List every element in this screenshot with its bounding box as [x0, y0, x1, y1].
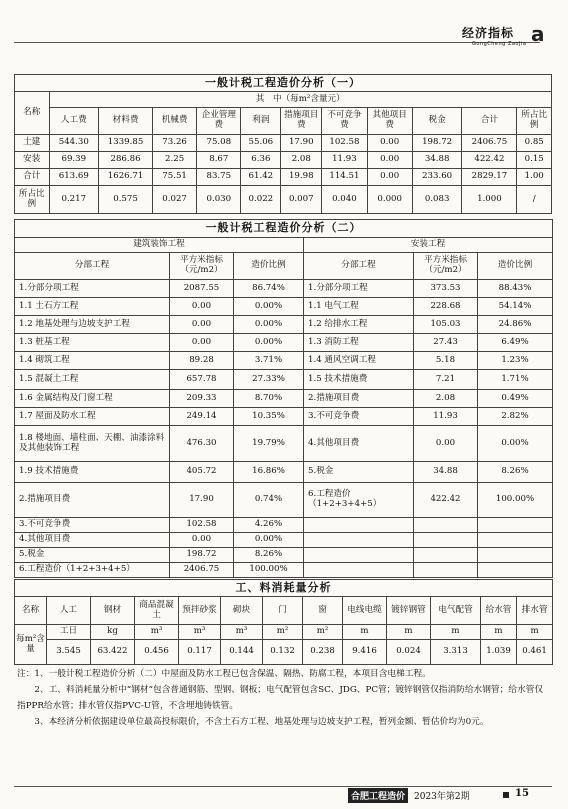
unit-cell: m² — [263, 625, 303, 640]
value-cell: 9.416 — [343, 640, 387, 665]
unit-cell: m — [387, 625, 431, 640]
cell: 11.93 — [414, 408, 478, 426]
cell: 405.72 — [170, 462, 234, 483]
footer-rule — [14, 786, 552, 787]
cell: 613.69 — [49, 169, 99, 186]
cell: 5.18 — [414, 352, 478, 370]
table3-col-header: 钢材 — [91, 597, 135, 625]
cell: 0.575 — [99, 186, 153, 214]
cell: 1.9 技术措施费 — [15, 462, 170, 483]
table1-col-header: 措施项目费 — [281, 108, 322, 135]
cell: 34.88 — [412, 152, 462, 169]
table3-col-header: 砌块 — [221, 597, 263, 625]
cell — [414, 563, 478, 578]
table-row — [15, 563, 553, 578]
note-3: 3、本经济分析依据建设单位最高投标限价，不含土石方工程、地基处理与边坡支护工程，暂列金额、暂估价均为0元。 — [34, 717, 489, 727]
cell: 83.75 — [197, 169, 241, 186]
cell — [304, 533, 414, 548]
cell: 0.007 — [281, 186, 322, 214]
value-cell: 0.132 — [263, 640, 303, 665]
cell: 34.88 — [414, 462, 478, 483]
cell: 249.14 — [170, 408, 234, 426]
table3-col-header: 给水管 — [481, 597, 517, 625]
table2-col-ratio: 造价比例 — [234, 253, 304, 280]
note-1: 注：1、一般计税工程造价分析（二）中屋面及防水工程已包含保温、隔热、防腐工程，本项目含电梯工程。 — [17, 669, 431, 679]
cell: 1.4 砌筑工程 — [15, 352, 170, 370]
cell: 1339.85 — [99, 135, 153, 152]
cell: 0.00% — [234, 298, 304, 316]
row-label: 所占比例 — [15, 186, 50, 214]
cell — [478, 548, 553, 563]
unit-cell: m³ — [179, 625, 221, 640]
cost-analysis-table-1 — [14, 74, 552, 214]
cell: 54.14% — [478, 298, 553, 316]
cell: 8.26% — [478, 462, 553, 483]
cell: 198.72 — [170, 548, 234, 563]
table-row — [15, 280, 553, 298]
table2-title: 一般计税工程造价分析（二） — [15, 220, 553, 238]
cell: 100.00% — [478, 483, 553, 518]
value-cell: 0.456 — [135, 640, 179, 665]
cell: 88.43% — [478, 280, 553, 298]
cell: 0.00 — [414, 426, 478, 462]
cell: 2.措施项目费 — [304, 390, 414, 408]
cell: 1.6 金属结构及门窗工程 — [15, 390, 170, 408]
cell: 1.00 — [517, 169, 552, 186]
cell: 1.1 土石方工程 — [15, 298, 170, 316]
value-cell: 0.117 — [179, 640, 221, 665]
cell: 0.00 — [170, 533, 234, 548]
table2-right-group: 安装工程 — [304, 238, 553, 253]
page-number: 15 — [515, 788, 529, 799]
cell: 24.86% — [478, 316, 553, 334]
unit-cell: 工日 — [47, 625, 91, 640]
cell: 114.51 — [322, 169, 367, 186]
table3-col-header: 电线电缆 — [343, 597, 387, 625]
cell: 89.28 — [170, 352, 234, 370]
note-2: 2、工、料消耗量分析中“钢材”包含普通钢筋、型钢、钢板；电气配管包含SC、JDG、PC管；镀锌钢管仅指消防给水钢管；给水管仅指PPR给水管；排水管仅指PVC-U管，不含埋地铸铁管。 — [17, 685, 544, 711]
cell: 422.42 — [462, 152, 517, 169]
table1-col-header: 企业管理费 — [197, 108, 241, 135]
cell: 373.53 — [414, 280, 478, 298]
table-row — [15, 152, 552, 169]
cell: 3.71% — [234, 352, 304, 370]
cell: 6.工程造价（1+2+3+4+5） — [304, 483, 414, 518]
table1-col-header: 不可竞争费 — [322, 108, 367, 135]
unit-cell: m — [431, 625, 481, 640]
value-cell: 63.422 — [91, 640, 135, 665]
cost-analysis-table-2 — [14, 219, 553, 578]
cell: 0.00% — [234, 316, 304, 334]
journal-tag: 合肥工程造价 — [348, 788, 408, 803]
cell: 0.00 — [367, 152, 412, 169]
table-row — [15, 548, 553, 563]
cell — [414, 548, 478, 563]
cell: 86.74% — [234, 280, 304, 298]
cell: 8.26% — [234, 548, 304, 563]
unit-cell: m³ — [135, 625, 179, 640]
cell: 0.000 — [367, 186, 412, 214]
table3-name-header: 名称 — [15, 597, 47, 625]
cell: 2406.75 — [462, 135, 517, 152]
cell: 3.不可竞争费 — [304, 408, 414, 426]
cell: 0.00 — [170, 316, 234, 334]
table-row — [15, 462, 553, 483]
value-cell: 1.039 — [481, 640, 517, 665]
cell: 0.083 — [412, 186, 462, 214]
cell: 6.工程造价（1+2+3+4+5） — [15, 563, 170, 578]
cell: 2.措施项目费 — [15, 483, 170, 518]
cell: 1.5 混凝土工程 — [15, 370, 170, 390]
table1-col-header: 机械费 — [153, 108, 197, 135]
cell: 1.7 屋面及防水工程 — [15, 408, 170, 426]
cell: 2829.17 — [462, 169, 517, 186]
cell: 0.00% — [478, 426, 553, 462]
table-row — [15, 370, 553, 390]
cell: 8.67 — [197, 152, 241, 169]
table3-col-header: 窗 — [303, 597, 343, 625]
page-footer — [0, 786, 568, 806]
cell: 209.33 — [170, 390, 234, 408]
value-cell: 0.461 — [517, 640, 553, 665]
cell: 0.49% — [478, 390, 553, 408]
cell: 2.82% — [478, 408, 553, 426]
cell: 6.49% — [478, 334, 553, 352]
cell: 10.35% — [234, 408, 304, 426]
value-cell: 0.024 — [387, 640, 431, 665]
cell: 5.税金 — [304, 462, 414, 483]
cell: 27.43 — [414, 334, 478, 352]
cell: 8.70% — [234, 390, 304, 408]
cell: 0.00 — [170, 298, 234, 316]
table1-col-header: 税金 — [412, 108, 462, 135]
table1-col-header: 其他项目费 — [367, 108, 412, 135]
value-cell: 3.313 — [431, 640, 481, 665]
page-header — [0, 20, 568, 50]
table3-content-header: 每m²含量 — [15, 625, 47, 665]
cell: 2406.75 — [170, 563, 234, 578]
cell: / — [517, 186, 552, 214]
cell: 0.00 — [170, 334, 234, 352]
table1-col-header: 人工费 — [49, 108, 99, 135]
table2-col-index: 平方米指标（元/m2） — [170, 253, 234, 280]
table-row — [15, 518, 553, 533]
table-row — [15, 298, 553, 316]
cell: 0.217 — [49, 186, 99, 214]
cell: 198.72 — [412, 135, 462, 152]
cell: 27.33% — [234, 370, 304, 390]
cell: 102.58 — [170, 518, 234, 533]
cell: 17.90 — [170, 483, 234, 518]
cell: 2087.55 — [170, 280, 234, 298]
cell — [478, 563, 553, 578]
cell: 19.98 — [281, 169, 322, 186]
cell: 0.00% — [234, 334, 304, 352]
table2-col-part: 分部工程 — [304, 253, 414, 280]
header-rule — [14, 42, 540, 43]
table1-col-header: 材料费 — [99, 108, 153, 135]
cell: 1.分部分项工程 — [304, 280, 414, 298]
cell: 4.26% — [234, 518, 304, 533]
cell: 0.027 — [153, 186, 197, 214]
cell: 1.5 技术措施费 — [304, 370, 414, 390]
cell: 75.51 — [153, 169, 197, 186]
table-row — [15, 390, 553, 408]
cell: 19.79% — [234, 426, 304, 462]
cell — [414, 518, 478, 533]
cell: 0.00 — [367, 169, 412, 186]
table3-col-header: 电气配管 — [431, 597, 481, 625]
cell — [414, 533, 478, 548]
table-row — [15, 316, 553, 334]
cell: 657.78 — [170, 370, 234, 390]
cell: 228.68 — [414, 298, 478, 316]
table3-col-header: 门 — [263, 597, 303, 625]
table-row — [15, 334, 553, 352]
section-title: 经济指标 — [462, 26, 515, 40]
table1-title: 一般计税工程造价分析（一） — [15, 75, 552, 92]
notes-block — [17, 666, 549, 730]
cell: 1.8 楼地面、墙柱面、天棚、油漆涂料及其他装饰工程 — [15, 426, 170, 462]
cell: 1.3 消防工程 — [304, 334, 414, 352]
table2-col-part: 分部工程 — [15, 253, 170, 280]
cell: 2.08 — [281, 152, 322, 169]
table3-col-header: 排水管 — [517, 597, 553, 625]
cell: 1.000 — [462, 186, 517, 214]
section-pinyin: GongCheng ZaoJia — [472, 41, 527, 47]
table-row — [15, 352, 553, 370]
cell: 2.25 — [153, 152, 197, 169]
cell: 105.03 — [414, 316, 478, 334]
cell: 0.74% — [234, 483, 304, 518]
row-label: 合计 — [15, 169, 50, 186]
value-cell: 0.144 — [221, 640, 263, 665]
cell — [304, 563, 414, 578]
cell: 55.06 — [241, 135, 281, 152]
cell: 0.022 — [241, 186, 281, 214]
table3-col-header: 人工 — [47, 597, 91, 625]
cell: 233.60 — [412, 169, 462, 186]
row-label: 安装 — [15, 152, 50, 169]
cell: 422.42 — [414, 483, 478, 518]
table3-col-header: 镀锌钢管 — [387, 597, 431, 625]
unit-cell: kg — [91, 625, 135, 640]
table-row — [15, 533, 553, 548]
cell: 61.42 — [241, 169, 281, 186]
cell: 73.26 — [153, 135, 197, 152]
cell — [304, 518, 414, 533]
unit-cell: m — [481, 625, 517, 640]
cell: 4.其他项目费 — [15, 533, 170, 548]
cell: 1.2 地基处理与边坡支护工程 — [15, 316, 170, 334]
cell: 0.00 — [367, 135, 412, 152]
table3-title: 工、料消耗量分析 — [15, 580, 553, 597]
cell: 1.3 桩基工程 — [15, 334, 170, 352]
cell — [304, 548, 414, 563]
table1-col-header: 所占比例 — [517, 108, 552, 135]
cell: 17.90 — [281, 135, 322, 152]
cell: 544.30 — [49, 135, 99, 152]
unit-cell: m — [517, 625, 553, 640]
table3-col-header: 预拌砂浆 — [179, 597, 221, 625]
cell: 69.39 — [49, 152, 99, 169]
material-consumption-table — [14, 579, 553, 665]
cell: 0.85 — [517, 135, 552, 152]
cell — [478, 518, 553, 533]
unit-cell: m² — [303, 625, 343, 640]
table-row — [15, 408, 553, 426]
cell — [478, 533, 553, 548]
table-row — [15, 426, 553, 462]
unit-cell: m — [343, 625, 387, 640]
cell: 3.不可竞争费 — [15, 518, 170, 533]
table2-col-ratio: 造价比例 — [478, 253, 553, 280]
cell: 0.15 — [517, 152, 552, 169]
row-label: 土建 — [15, 135, 50, 152]
issue-label: 2023年第2期 — [414, 792, 470, 802]
cell: 2.08 — [414, 390, 478, 408]
square-icon — [503, 792, 509, 798]
section-logo-mark: a — [531, 22, 545, 46]
cell: 75.08 — [197, 135, 241, 152]
cell: 1.71% — [478, 370, 553, 390]
cell: 1.1 电气工程 — [304, 298, 414, 316]
table3-col-header: 商品混凝土 — [135, 597, 179, 625]
cell: 286.86 — [99, 152, 153, 169]
cell: 476.30 — [170, 426, 234, 462]
table-row — [15, 135, 552, 152]
table-row — [15, 169, 552, 186]
cell: 5.税金 — [15, 548, 170, 563]
cell: 1.分部分项工程 — [15, 280, 170, 298]
table1-col-header: 利润 — [241, 108, 281, 135]
cell: 1.23% — [478, 352, 553, 370]
table1-col-header: 合计 — [462, 108, 517, 135]
table1-name-header: 名称 — [15, 92, 50, 135]
table2-left-group: 建筑装饰工程 — [15, 238, 304, 253]
cell: 6.36 — [241, 152, 281, 169]
table1-group-header: 其 中（每m²含量元） — [49, 92, 552, 108]
cell: 7.21 — [414, 370, 478, 390]
cell: 0.030 — [197, 186, 241, 214]
cell: 0.00% — [234, 533, 304, 548]
cell: 1626.71 — [99, 169, 153, 186]
table2-col-index: 平方米指标（元/m2） — [414, 253, 478, 280]
cell: 1.4 通风空调工程 — [304, 352, 414, 370]
cell: 11.93 — [322, 152, 367, 169]
cell: 102.58 — [322, 135, 367, 152]
cell: 4.其他项目费 — [304, 426, 414, 462]
table-row — [15, 483, 553, 518]
unit-cell: m³ — [221, 625, 263, 640]
value-cell: 0.238 — [303, 640, 343, 665]
cell: 16.86% — [234, 462, 304, 483]
cell: 100.00% — [234, 563, 304, 578]
cell: 0.040 — [322, 186, 367, 214]
table-row — [15, 186, 552, 214]
cell: 1.2 给排水工程 — [304, 316, 414, 334]
value-cell: 3.545 — [47, 640, 91, 665]
